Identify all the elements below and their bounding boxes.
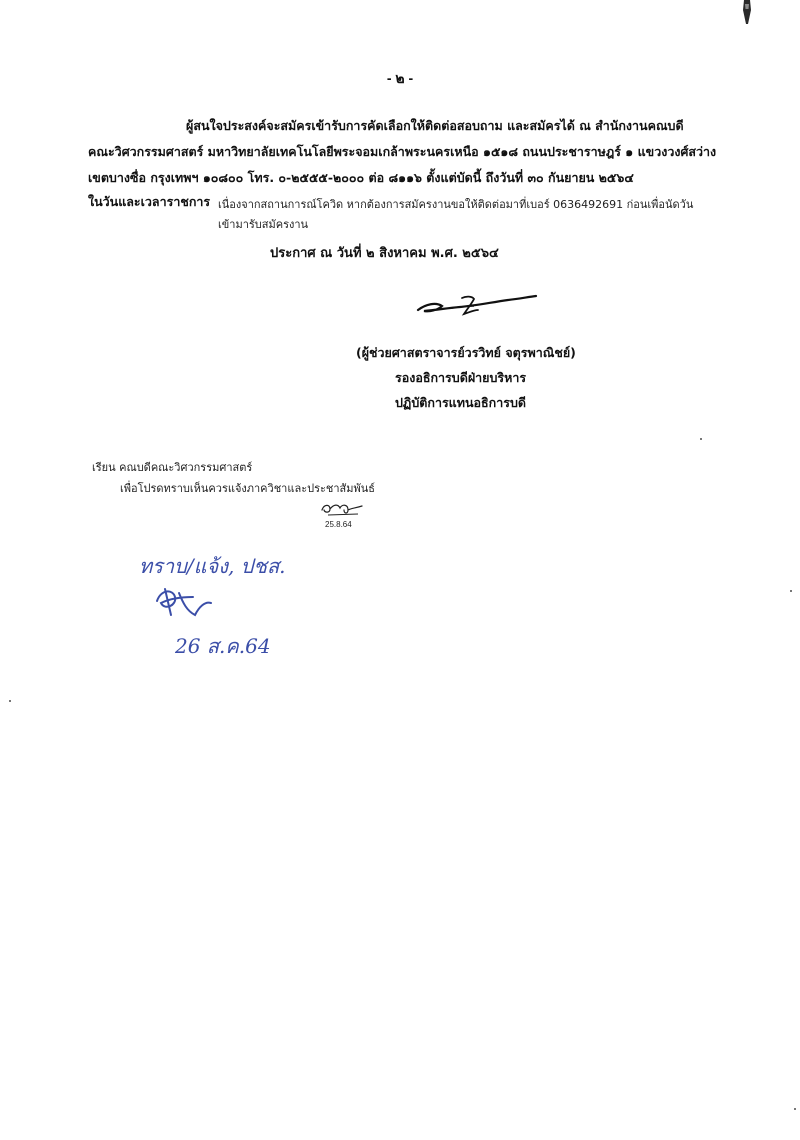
stamped-note-line-2: เข้ามารับสมัครงาน (218, 218, 309, 231)
signer-position: รองอธิการบดีฝ่ายบริหาร (395, 370, 527, 385)
memo-initials-signature (318, 498, 366, 518)
signer-acting-title: ปฏิบัติการแทนอธิการบดี (395, 395, 527, 410)
paragraph-line-4: ในวันและเวลาราชการ (88, 194, 211, 209)
stamped-note-line-1: เนื่องจากสถานการณ์โควิด หากต้องการสมัครงานขอให้ติดต่อมาที่เบอร์ 0636492691 ก่อนเพื่อนัดวัน (218, 198, 694, 211)
page-number: - ๒ - (386, 70, 414, 86)
announcement-date: ประกาศ ณ วันที่ ๒ สิงหาคม พ.ศ. ๒๕๖๔ (270, 246, 499, 261)
memo-date: 25.8.64 (325, 520, 352, 529)
margin-speck (9, 700, 11, 702)
margin-speck (790, 590, 792, 592)
paragraph-line-3: เขตบางซื่อ กรุงเทพฯ ๑๐๘๐๐ โทร. ๐-๒๕๕๕-๒๐๐๐ ต่อ ๘๑๑๖ ตั้งแต่บัดนี้ ถึงวันที่ ๓๐ กันยายน ๒๕๖๔ (88, 170, 634, 185)
handwritten-line-3: 26 ส.ค.64 (175, 634, 271, 658)
paragraph-line-2: คณะวิศวกรรมศาสตร์ มหาวิทยาลัยเทคโนโลยีพระจอมเกล้าพระนครเหนือ ๑๕๑๘ ถนนประชาราษฎร์ ๑ แขวงวงศ์สว่าง (88, 144, 717, 159)
margin-speck (794, 1108, 796, 1110)
memo-purpose: เพื่อโปรดทราบเห็นควรแจ้งภาควิชาและประชาสัมพันธ์ (120, 482, 375, 495)
signature-image (412, 288, 542, 324)
handwritten-note (135, 545, 335, 665)
margin-speck (700, 438, 702, 440)
handwritten-line-1: ทราบ/แจ้ง, ปชส. (139, 554, 286, 578)
paragraph-line-1: ผู้สนใจประสงค์จะสมัครเข้ารับการคัดเลือกให้ติดต่อสอบถาม และสมัครได้ ณ สำนักงานคณบดี (186, 118, 684, 133)
staple-mark (736, 0, 758, 26)
memo-addressee: เรียน คณบดีคณะวิศวกรรมศาสตร์ (92, 461, 253, 474)
signer-name: (ผู้ช่วยศาสตราจารย์วรวิทย์ จตุรพาณิชย์) (356, 345, 576, 360)
